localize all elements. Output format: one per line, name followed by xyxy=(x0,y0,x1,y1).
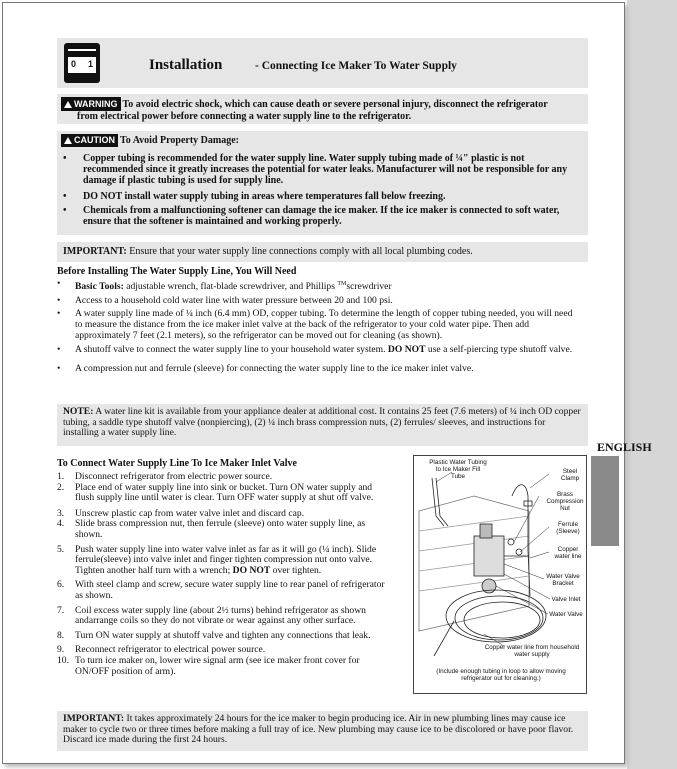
step-item xyxy=(57,606,391,627)
step-text: Push water supply line into water valve inlet as far as it will go (¼ inch). Slide ferrule(sleeve) into valve inlet and finger tighten compression nut onto valve. Tighten another half turn with a wrench; xyxy=(75,543,377,576)
caution-item: • DO NOT install water supply tubing in areas where temperatures fall below freezing. xyxy=(61,191,582,202)
label-copper-line: Copper water line xyxy=(554,546,582,560)
warning-badge-label: WARNING xyxy=(74,99,118,109)
step-number: 9. xyxy=(57,644,65,656)
important-label: IMPORTANT: xyxy=(63,713,125,724)
caution-badge-label: CAUTION xyxy=(74,135,115,145)
caution-item: • Copper tubing is recommended for the water supply line. Water supply tubing made of ¼" plastic is not recommended since it greatly increases the potential for water leaks. Manufacturer will not be responsible for any damage if plastic tubing is used for supply line. xyxy=(61,153,582,186)
warning-badge xyxy=(61,97,121,111)
emphasis-text: DO NOT xyxy=(232,564,271,576)
step-text: To turn ice maker on, lower wire signal arm (see ice maker front cover for ON/OFF position of arm). xyxy=(75,654,360,677)
caution-item: • Chemicals from a malfunctioning softener can damage the ice maker. If the ice maker is connected to soft water, ensure that the softener is maintained and working properly. xyxy=(61,205,582,227)
warning-text-line2: from electrical power before connecting a water supply line to the refrigerator. xyxy=(77,111,412,122)
list-item xyxy=(57,279,577,293)
page-subtitle: - Connecting Ice Maker To Water Supply xyxy=(255,60,457,72)
before-installing-title: Before Installing The Water Supply Line, You Will Need xyxy=(57,266,297,277)
important-box-final xyxy=(57,711,588,751)
important-box xyxy=(57,242,588,262)
warning-text-line1: To avoid electric shock, which can cause death or severe personal injury, disconnect the refrigerator xyxy=(122,99,548,110)
emphasis-text: DO NOT xyxy=(387,344,426,356)
step-text: Unscrew plastic cap from water valve inlet and discard cap. xyxy=(75,507,305,519)
list-item xyxy=(57,345,577,356)
label-fill-tube: Plastic Water Tubing to Ice Maker Fill Tube xyxy=(429,459,487,480)
item-text: A shutoff valve to connect the water supply line to your household water system. xyxy=(75,344,386,356)
ruler-icon xyxy=(64,43,100,83)
label-valve-inlet: Valve Inlet xyxy=(551,596,581,603)
trademark-mark: TM xyxy=(337,281,347,287)
caution-badge xyxy=(61,134,118,147)
page-margin xyxy=(627,0,677,769)
step-text: Turn ON water supply at shutoff valve and tighten any connections that leak. xyxy=(75,629,371,641)
step-item xyxy=(57,519,391,540)
ruler-digit: 1 xyxy=(87,59,93,69)
steps-list xyxy=(57,472,391,677)
list-item: • A compression nut and ferrule (sleeve) for connecting the water supply line to the ice maker inlet valve. xyxy=(57,364,577,375)
label-steel-clamp: Steel Clamp xyxy=(560,468,580,482)
label-water-valve: Water Valve xyxy=(549,611,583,618)
section-header xyxy=(57,38,588,88)
step-number: 3. xyxy=(57,507,65,519)
caution-list xyxy=(61,153,582,227)
installation-diagram xyxy=(413,455,587,694)
step-number: 1. xyxy=(57,471,65,482)
caution-box xyxy=(57,131,588,235)
requirements-list xyxy=(57,279,577,374)
label-loop-note: (Include enough tubing in loop to allow moving refrigerator out for cleaning.) xyxy=(436,668,566,682)
label-household-line: Copper water line from household water supply xyxy=(484,644,580,658)
label-ferrule: Ferrule (Sleeve) xyxy=(556,521,580,535)
step-number: 8. xyxy=(57,629,65,641)
step-item xyxy=(57,631,391,642)
step-text: With steel clamp and screw, secure water supply line to rear panel of refrigerator as shown. xyxy=(75,579,385,601)
note-text: A water line kit is available from your appliance dealer at additional cost. It contains 25 feet (7.6 meters) of ¼ inch OD copper tubing, a saddle type shutoff valve (nonpiercing), (2) ¼ inch brass compression nuts, (2) ferrules/ sleeves, and instructions for installing a water supply line. xyxy=(63,406,581,439)
tools-end: screwdriver xyxy=(346,281,392,293)
step-number: 5. xyxy=(57,543,65,555)
step-item xyxy=(57,545,391,577)
warning-box xyxy=(57,94,588,124)
important-text: Ensure that your water supply line connections comply with all local plumbing codes. xyxy=(129,246,473,257)
step-item xyxy=(57,483,391,504)
page-title: Installation xyxy=(149,57,223,73)
language-tab-label: ENGLISH xyxy=(597,440,652,454)
step-item xyxy=(57,656,391,677)
tools-label: Basic Tools: xyxy=(75,281,124,293)
note-label: NOTE: xyxy=(63,406,94,417)
caution-triangle-icon xyxy=(64,137,72,144)
step-number: 2. xyxy=(57,481,65,493)
step-text: over tighten. xyxy=(272,564,322,576)
step-number: 7. xyxy=(57,604,65,616)
tools-text: adjustable wrench, flat-blade screwdriver, and Phillips xyxy=(126,281,335,293)
important-text: It takes approximately 24 hours for the ice maker to begin producing ice. Air in new plumbing lines may cause ice maker to cycle two or three times before making a full tray of ice. New plumbing may cause ice to be discolored or have poor flavor. Discard ice made during the first 24 hours. xyxy=(63,713,574,746)
step-text: Reconnect refrigerator to electrical power source. xyxy=(75,644,266,656)
step-text: Disconnect refrigerator from electric power source. xyxy=(75,471,273,482)
step-number: 10. xyxy=(57,654,69,666)
caution-heading: To Avoid Property Damage: xyxy=(120,135,239,146)
language-tab-marker xyxy=(591,456,619,546)
list-item: • A water supply line made of ¼ inch (6.4 mm) OD, copper tubing. To determine the length of copper tubing needed, you will need to measure the distance from the ice maker inlet valve at the back of the refrigerator to your cold water pipe. Then add approximately 7 feet (2.1 meters), so the refrigerator can be moved out for cleaning (as shown). xyxy=(57,309,577,341)
step-text: Coil excess water supply line (about 2½ turns) behind refrigerator as shown andarrange coils so they do not vibrate or wear against any other surface. xyxy=(75,604,366,627)
step-number: 4. xyxy=(57,518,65,530)
step-number: 6. xyxy=(57,579,65,591)
note-box xyxy=(57,404,588,446)
step-item xyxy=(57,580,391,601)
important-label: IMPORTANT: xyxy=(63,246,127,257)
label-valve-bracket: Water Valve Bracket xyxy=(546,573,580,587)
step-text: Place end of water supply line into sink or bucket. Turn ON water supply and flush supply line until water is clear. Turn OFF water supply at shut off valve. xyxy=(75,481,374,504)
item-text: use a self-piercing type shutoff valve. xyxy=(427,344,573,356)
label-brass-nut: Brass Compression Nut xyxy=(546,491,584,512)
ruler-digit: 0 xyxy=(71,59,77,69)
step-text: Slide brass compression nut, then ferrule (sleeve) onto water supply line, as shown. xyxy=(75,518,366,540)
connect-title: To Connect Water Supply Line To Ice Maker Inlet Valve xyxy=(57,458,297,469)
warning-triangle-icon xyxy=(64,101,72,108)
list-item: • Access to a household cold water line with water pressure between 20 and 100 psi. xyxy=(57,296,577,307)
